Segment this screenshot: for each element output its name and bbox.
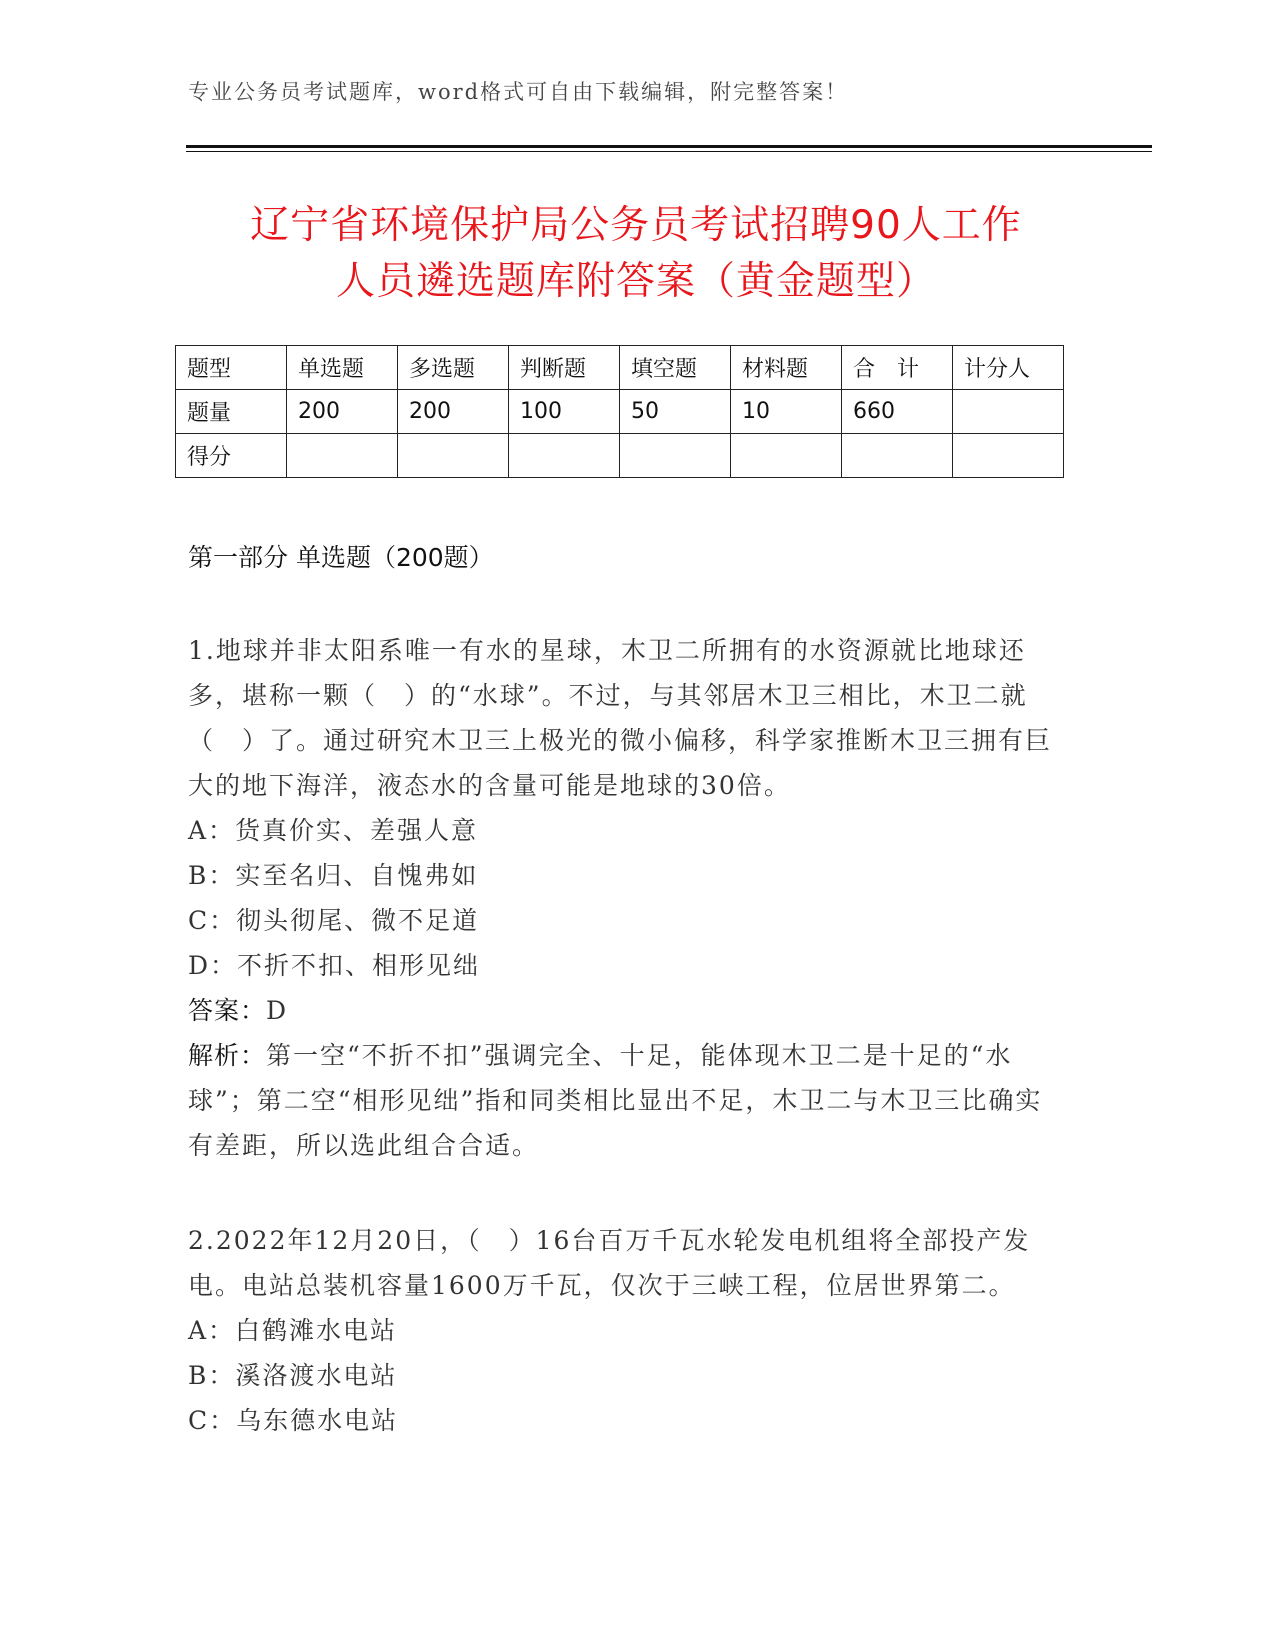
table-row-score xyxy=(176,434,1064,478)
option-c: C：彻头彻尾、微不足道 xyxy=(188,906,480,935)
table-cell: 合 计 xyxy=(842,346,953,390)
option-b: B：溪洛渡水电站 xyxy=(188,1361,398,1390)
table-cell: 多选题 xyxy=(398,346,509,390)
option-d: D：不折不扣、相形见绌 xyxy=(188,951,481,980)
table-cell xyxy=(398,434,509,478)
table-cell: 200 xyxy=(287,390,398,434)
table-cell xyxy=(731,434,842,478)
section-title: 第一部分 单选题（200题） xyxy=(188,543,494,572)
table-row-count xyxy=(176,390,1064,434)
option-a: A：货真价实、差强人意 xyxy=(188,816,479,845)
analysis-label: 解析： xyxy=(188,1041,267,1070)
table-cell: 单选题 xyxy=(287,346,398,390)
table-cell: 材料题 xyxy=(731,346,842,390)
table-cell: 填空题 xyxy=(620,346,731,390)
table-cell: 题型 xyxy=(176,346,287,390)
table-cell: 计分人 xyxy=(953,346,1064,390)
table-cell xyxy=(953,434,1064,478)
question-2 xyxy=(188,1218,1068,1443)
header-rule-thin xyxy=(186,151,1152,152)
question-stem: 1.地球并非太阳系唯一有水的星球，木卫二所拥有的水资源就比地球还多，堪称一颗（ ）的“水球”。不过，与其邻居木卫三相比，木卫二就（ ）了。通过研究木卫三上极光的微小偏移，科学家推断木卫三拥有巨大的地下海洋，液态水的含量可能是地球的30倍。 xyxy=(188,636,1053,800)
table-cell: 200 xyxy=(398,390,509,434)
table-cell: 判断题 xyxy=(509,346,620,390)
table-cell xyxy=(953,390,1064,434)
answer-value: D xyxy=(266,996,289,1025)
answer-line xyxy=(188,988,1068,1033)
document-title xyxy=(186,198,1086,310)
table-cell: 660 xyxy=(842,390,953,434)
table-cell: 题量 xyxy=(176,390,287,434)
table-cell: 10 xyxy=(731,390,842,434)
option-a: A：白鹤滩水电站 xyxy=(188,1316,398,1345)
option-b: B：实至名归、自愧弗如 xyxy=(188,861,479,890)
score-table xyxy=(175,345,1064,478)
table-cell: 100 xyxy=(509,390,620,434)
table-cell: 50 xyxy=(620,390,731,434)
question-stem: 2.2022年12月20日，（ ）16台百万千瓦水轮发电机组将全部投产发电。电站总装机容量1600万千瓦，仅次于三峡工程，位居世界第二。 xyxy=(188,1226,1031,1300)
table-cell xyxy=(620,434,731,478)
header-rule-thick xyxy=(186,145,1152,148)
table-cell xyxy=(842,434,953,478)
analysis-line xyxy=(188,1033,1068,1168)
option-c: C：乌东德水电站 xyxy=(188,1406,399,1435)
title-line-1: 辽宁省环境保护局公务员考试招聘90人工作 xyxy=(250,203,1022,248)
answer-label: 答案： xyxy=(188,996,267,1025)
table-row-type xyxy=(176,346,1064,390)
table-cell xyxy=(287,434,398,478)
title-line-2: 人员遴选题库附答案（黄金题型） xyxy=(335,259,936,304)
analysis-text: 第一空“不折不扣”强调完全、十足，能体现木卫二是十足的“水球”；第二空“相形见绌”指和同类相比显出不足，木卫二与木卫三比确实有差距，所以选此组合合适。 xyxy=(188,1041,1043,1160)
header-note: 专业公务员考试题库，word格式可自由下载编辑，附完整答案！ xyxy=(188,80,849,104)
table-cell xyxy=(509,434,620,478)
question-1 xyxy=(188,628,1068,1168)
table-cell: 得分 xyxy=(176,434,287,478)
